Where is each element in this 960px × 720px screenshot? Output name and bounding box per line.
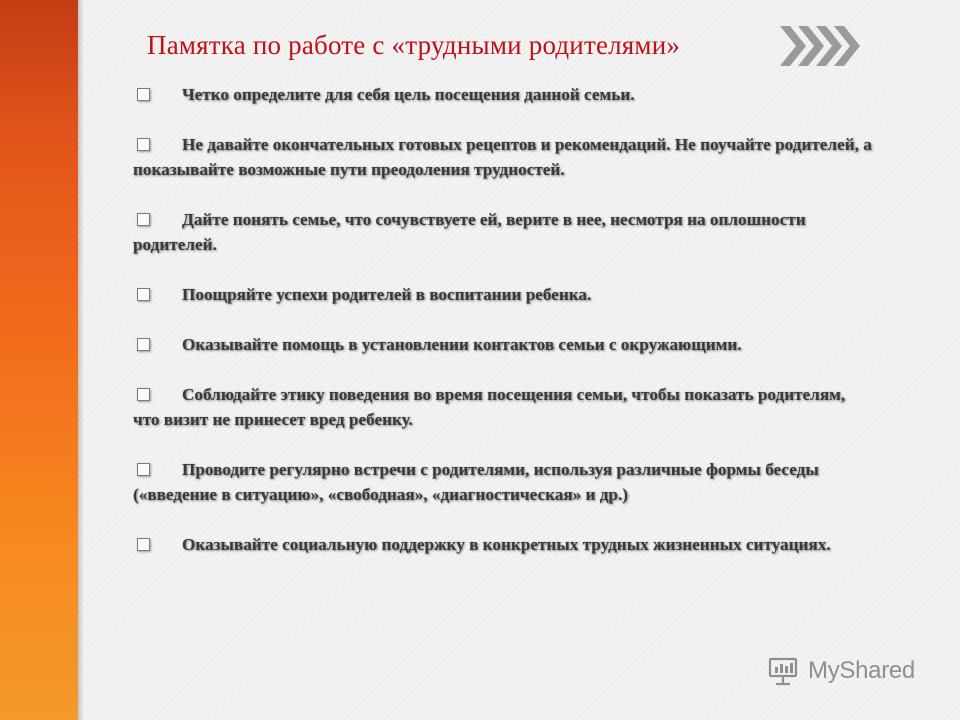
bullet-box-icon xyxy=(137,213,150,226)
list-item xyxy=(133,332,873,357)
presentation-board-icon xyxy=(768,656,802,686)
bullet-box-icon xyxy=(137,138,150,151)
bullet-box-icon xyxy=(137,88,150,101)
bullet-box-icon xyxy=(137,338,150,351)
bullet-box-icon xyxy=(137,388,150,401)
watermark-text: MyShared xyxy=(808,657,915,684)
list-item-text: Поощряйте успехи родителей в воспитании ребенка. xyxy=(182,285,592,304)
list-item xyxy=(133,207,873,257)
list-item xyxy=(133,82,873,107)
list-item xyxy=(133,132,873,182)
list-item xyxy=(133,532,873,557)
list-item xyxy=(133,382,873,432)
myshared-watermark xyxy=(768,656,915,686)
bullet-box-icon xyxy=(137,538,150,551)
list-item-text: Не давайте окончательных готовых рецептов и рекомендаций. Не поучайте родителей, а показывайте возможные пути преодоления трудностей. xyxy=(133,135,872,179)
list-item-text: Соблюдайте этику поведения во время посещения семьи, чтобы показать родителям, что визит не принесет вред ребенку. xyxy=(133,385,846,429)
bullet-box-icon xyxy=(137,463,150,476)
slide-title: Памятка по работе с «трудными родителями» xyxy=(147,30,681,60)
list-item-text: Четко определите для себя цель посещения данной семьи. xyxy=(182,85,635,104)
list-item xyxy=(133,282,873,307)
list-item xyxy=(133,457,873,507)
chevrons-icon xyxy=(780,22,860,70)
list-item-text: Оказывайте социальную поддержку в конкретных трудных жизненных ситуациях. xyxy=(182,535,831,554)
list-item-text: Проводите регулярно встречи с родителями, используя различные формы беседы («введение в ситуацию», «свободная», «диагностическая» и др.) xyxy=(133,460,819,504)
list-item-text: Дайте понять семье, что сочувствуете ей, верите в нее, несмотря на оплошности родителей. xyxy=(133,210,806,254)
side-decor-bar xyxy=(0,0,78,720)
memo-list xyxy=(133,82,873,582)
list-item-text: Оказывайте помощь в установлении контактов семьи с окружающими. xyxy=(182,335,742,354)
bullet-box-icon xyxy=(137,288,150,301)
